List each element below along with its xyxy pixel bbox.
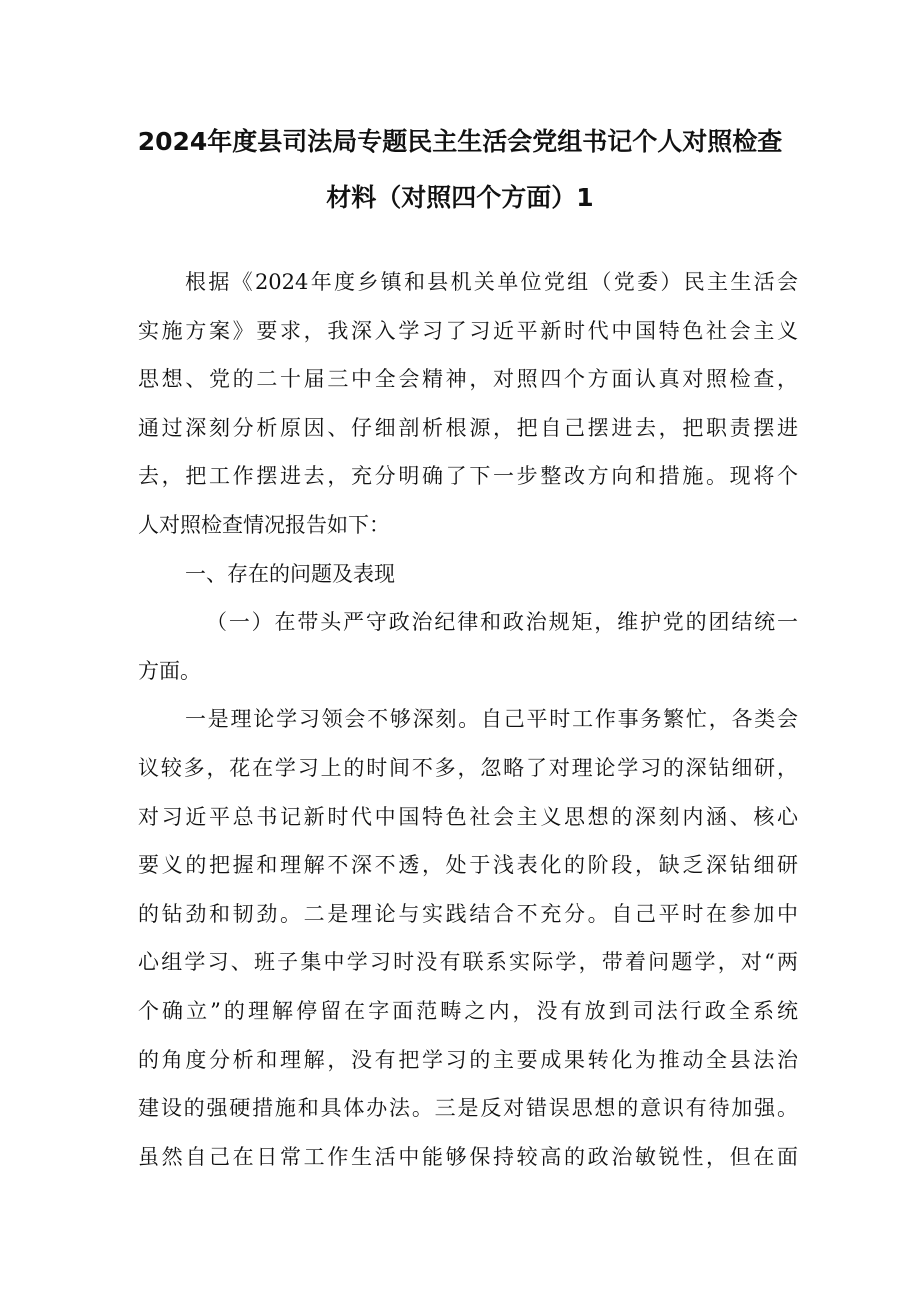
body-line: 一是理论学习领会不够深刻。自己平时工作事务繁忙，各类会: [185, 707, 798, 732]
section-heading: 一、存在的问题及表现: [185, 561, 395, 586]
document-title-line-1: 2024年度县司法局专题民主生活会党组书记个人对照检查: [137, 127, 783, 156]
document-title-line-2: 材料（对照四个方面）1: [326, 183, 594, 212]
body-line: 的角度分析和理解，没有把学习的主要成果转化为推动全县法治: [138, 1047, 798, 1072]
subsection-heading: （一）在带头严守政治纪律和政治规矩，维护党的团结统一: [206, 610, 798, 635]
body-line: 要义的把握和理解不深不透，处于浅表化的阶段，缺乏深钻细研: [138, 853, 798, 878]
body-line: 的钻劲和韧劲。二是理论与实践结合不充分。自己平时在参加中: [138, 901, 798, 926]
body-line: 虽然自己在日常工作生活中能够保持较高的政治敏锐性，但在面: [138, 1144, 798, 1169]
body-line: 个确立”的理解停留在字面范畴之内，没有放到司法行政全系统: [138, 998, 798, 1023]
subsection-heading-cont: 方面。: [138, 658, 201, 683]
body-line: 实施方案》要求，我深入学习了习近平新时代中国特色社会主义: [138, 318, 798, 343]
body-line: 人对照检查情况报告如下：: [138, 512, 390, 537]
document-body: [138, 258, 798, 1181]
body-line: 对习近平总书记新时代中国特色社会主义思想的深刻内涵、核心: [138, 804, 798, 829]
body-line: 议较多，花在学习上的时间不多，忽略了对理论学习的深钻细研，: [138, 755, 798, 780]
body-line: 思想、党的二十届三中全会精神，对照四个方面认真对照检查，: [138, 367, 798, 392]
body-line: 心组学习、班子集中学习时没有联系实际学，带着问题学，对“两: [138, 950, 798, 975]
body-line: 去，把工作摆进去，充分明确了下一步整改方向和措施。现将个: [138, 464, 798, 489]
body-line: 建设的强硬措施和具体办法。三是反对错误思想的意识有待加强。: [138, 1096, 798, 1121]
body-line: 通过深刻分析原因、仔细剖析根源，把自己摆进去，把职责摆进: [138, 415, 798, 440]
body-line: 根据《2024年度乡镇和县机关单位党组（党委）民主生活会: [185, 270, 798, 294]
